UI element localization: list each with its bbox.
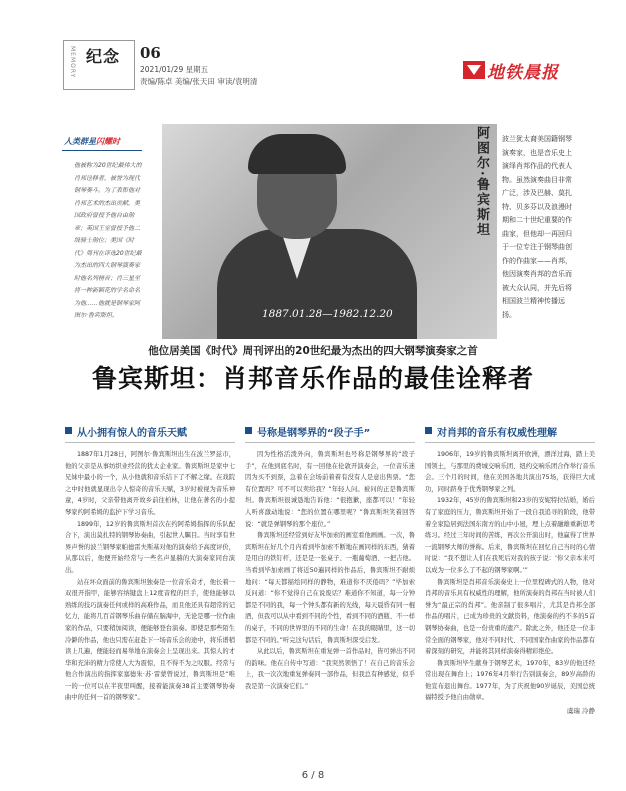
article-subtitle: 他位居美国《时代》周刊评出的20世纪最为杰出的四大钢琴演奏家之首	[148, 345, 478, 357]
bio-sidebar-text: 波兰犹太裔美国籍钢琴演奏家，也是音乐史上演绎肖邦作品的代表人物。虽然演奏曲目非常广泛，涉及巴赫、莫扎特、贝多芬以及浪漫时期和二十世纪重要的作曲家，但他却一再回归于一位专注于钢琴曲创作的作曲家——肖邦，他因演奏肖邦的音乐而被大众认同，并先后将相国波兰精神传播远扬。	[502, 135, 572, 319]
vertical-name: 阿图尔·鲁宾斯坦	[474, 126, 489, 238]
column-heading-text: 号称是钢琴界的“段子手”	[257, 428, 371, 439]
paragraph: 鲁宾斯坦还经常到好友毕加索的画室看他画画。一次，鲁宾斯坦在好几个月内看到毕加索不断地在画同样的东西，猜着是用白的铁钉杆，还是是一张桌子、一瓶葡萄酒、一把吉他。当看到毕加索画了将近50遍同样的作品后，鲁宾斯坦不耐烦地问：“每天都描绘同样的静物，难道你不厌倦吗？”毕加索反问道：“你不觉得自己在说废话？难道你不知道，每一分钟都是不同的我，每一个钟头都有新的光线，每天晨昏有同一棍酒，但我可以从中看到不同的个性，看到不同的酒瓶、不一样的桌子，不同的世界里的不同的生命！在我的眼睛里，这一切都是不同的。”听完这句话后，鲁宾斯坦深受启发。	[245, 532, 416, 644]
paragraph: 从此以后，鲁宾斯坦在重复弹一首作品时，皆可弹出不同的韵味。他在自传中写道：“我突然领悟了！在自己的音乐会上，我一次次地重复弹奏同一部作品，但我总有种感觉，似乎我是第一次演奏它们。”	[245, 648, 416, 690]
portrait-photo	[162, 124, 497, 339]
page-indicator: 6 / 8	[301, 770, 325, 781]
square-bullet-icon	[65, 427, 72, 434]
intro-tag	[64, 136, 120, 147]
paragraph: 站在坏众面前的鲁宾斯坦独奏是一位音乐奇才，他长着一双很开指甲，能够容纳键盘上12度音程的巨手，使他能够以熟练的技巧演奏任何或样的高难作品，而且他还具有超常的记忆力，能将几百首钢琴乐曲存储在脑海中，无论是哪一位作曲家的作品，只要稍加阅读，便能够登台演奏。即使是那些陌生冷僻的作品，他也只需在赶赴下一场音乐会的途中，将乐谱稍读上几遍，便能轻而易举地在演奏会上呈现出来。其惊人的才华和充沛的精力常使人大为震惊，且不得不为之叹服。经常与他合作演出的指挥家塞德朱·苏·雷蒙曾说过，鲁宾斯坦是“唯一的一位可以在半夜里叫醒，接着能演奏38首主要钢琴协奏曲中的任何一首的钢琴家”。	[65, 578, 236, 702]
column-heading-text: 对肖邦的音乐有权威性理解	[437, 428, 557, 439]
section-badge-sub: MEMORY	[69, 46, 76, 79]
paragraph: 鲁宾斯坦毕生献身于钢琴艺术，1970年，83岁的他还经常出现在舞台上；1976年4月举行告别演奏会，89岁高龄的他宣布退出舞台。1977年，为了庆祝他90岁诞辰，美国总统福特授予他自由勋章。	[425, 659, 595, 702]
page-number: 06	[140, 44, 161, 62]
intro-text: 他被称为20世纪最伟大的肖邦诠释者，被誉为现代钢琴奏斗。为了表彰他对肖邦艺术的杰出贡献，美国政府曾授予他自由勋章；英国王室曾授予他二级骑士勋位；美国《时代》周刊在评选20世纪最为杰出的四大钢琴演奏家时他名列榜首；肖三星至将一种新颖花的学名命名为他……他就是钢琴家阿图尔·鲁宾斯坦。	[74, 162, 142, 319]
paragraph: 1899年，12岁的鲁宾斯坦首次在约阿希姆指挥的乐队配合下，演出莫扎特的钢琴协奏曲，引起世人瞩目。当时享有世界声誉的波兰钢琴家帕德雷夫斯基对他的演奏给予高度评价，从那以后，他便开始经常与一些名声显赫的大演奏家同台演出。	[65, 520, 236, 574]
article-column-1	[65, 424, 235, 704]
square-bullet-icon	[425, 427, 432, 434]
article-column-2	[245, 424, 415, 692]
issue-date: 2021/01/29 星期五	[140, 65, 209, 74]
paragraph: 鲁宾斯坦是肖邦音乐演奏史上一位里程碑式的人物，他对肖邦的音乐具有权威性的理解，他所演奏的肖邦在当时被人们誉为“最正宗的肖邦”。他亲制了很多唱片，尤其是肖邦全部作品的唱片，已成为珍贵的文献资料，他演奏的约不多的5首钢琴协奏曲，也是一份贵重的遗产。除此之外，他还是一位非常全面的钢琴家，他对不同时代、不同国家作曲家的作品都有着深刻的研究，并能将其同样演奏得精彩绝伦。	[425, 578, 596, 656]
column-heading	[245, 424, 415, 438]
issue-staff: 责编/陈卓 美编/张天田 审读/袁明清	[140, 77, 258, 86]
column-heading-text: 从小拥有惊人的音乐天赋	[77, 428, 187, 439]
column-rule	[65, 442, 235, 443]
square-bullet-icon	[245, 427, 252, 434]
portrait-body	[217, 229, 417, 339]
intro-tag-b: 闪耀时	[96, 137, 120, 146]
paragraph: 1906年，19岁的鲁宾斯坦离开欧洲，漂洋过海，踏上美国领土，与那里的费城交响乐团、纽约交响乐团合作举行音乐会。三个月的时间，他在美国各地共演出75场，获得巨大成功，同时跻身于优秀钢琴家之列。	[425, 451, 596, 493]
column-rule	[425, 442, 595, 443]
article-column-3	[425, 424, 595, 715]
life-dates: 1887.01.28—1982.12.20	[262, 308, 393, 320]
article-title: 鲁宾斯坦：肖邦音乐作品的最佳诠释者	[91, 364, 534, 393]
paragraph: 因为性格活泼外向，鲁宾斯坦也号称是钢琴界的“段子手”，在他到底名时，有一回他在伦敦开演奏会，一位音乐迷因为买不到票，急着在会场前着着有没有人是意出售票。“您有位置吗？可不可以卖给我？”年轻人问。被问的正是鲁宾斯坦。鲁宾斯坦很诚恳地告诉他：“很抱歉，座都可以！”年轻人听喜激动地说：“您的位置在哪里呢？”鲁宾斯坦笑着回答说：“就是弹钢琴的那个座位。”	[245, 451, 415, 528]
issue-meta	[140, 64, 257, 88]
column-heading	[65, 424, 235, 438]
paragraph: 1932年，45岁的鲁宾斯坦和23岁的安妮特拉结婚，婚后有了家庭的压力，鲁宾斯坦开始了一段自我追寻的阶段，他带着全家隐居到法国东南方的山中小屋，埋上点着融雄重新思考练习。经过三年时间的苦练，再次公开演出时，他赢得了世界一流钢琴大师的誉称。后来，鲁宾斯坦在回忆自己当时的心情时说：“我不想让人们在我死后对我的孩子说：‘你父亲本来可以成为一位多么了不起的钢琴家啊。’”	[425, 497, 596, 574]
portrait-hair	[248, 134, 346, 174]
newspaper-logo-text: 地铁晨报	[487, 63, 559, 83]
column-heading	[425, 424, 595, 438]
intro-tag-a: 人类群星	[64, 137, 96, 146]
author-byline: 虞瑞 冷静	[566, 707, 595, 716]
column-rule	[245, 442, 415, 443]
intro-divider	[62, 150, 142, 151]
section-badge-title: 纪念	[86, 47, 121, 66]
paragraph: 1887年1月28日，阿图尔·鲁宾斯坦出生在波兰罗兹市，他的父亲是从事纺织业经营的犹太企业家。鲁宾斯坦是家中七兄妹中最小的一个，从小他就和音乐结下了不解之缘。在戏院之中时他就显现出令人惊奇的音乐天赋，3岁时被视为音乐神童，4岁时，父亲带他离开故乡前往柏林，让他在著名的小提琴家约阿希姆的监护下学习音乐。	[65, 451, 236, 516]
